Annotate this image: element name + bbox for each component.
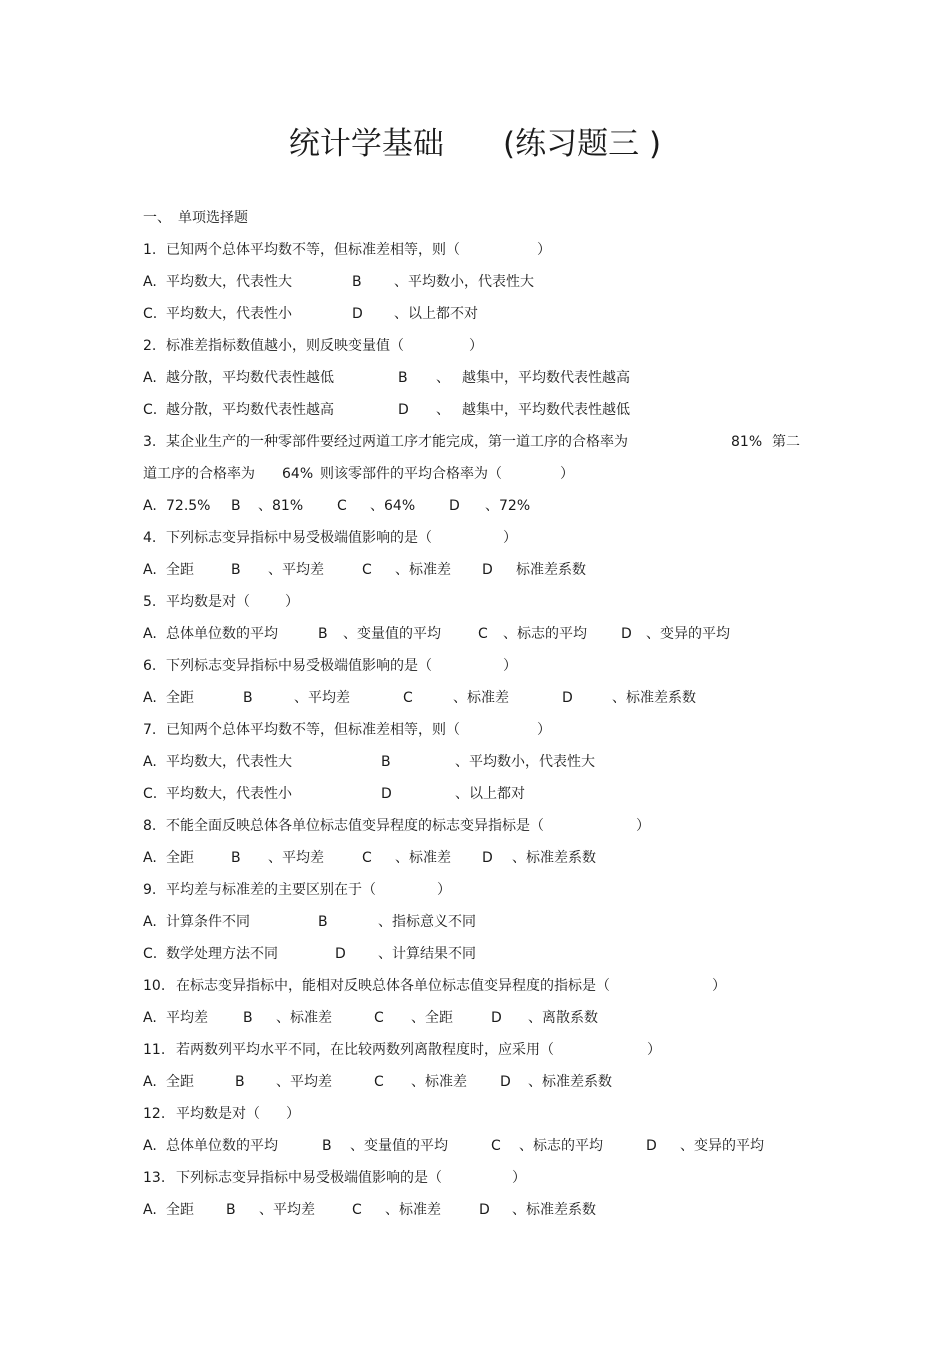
line-text: C — [362, 562, 372, 578]
line-text: B — [318, 626, 328, 642]
line-text: 、64% — [370, 498, 416, 514]
line-text: 计算条件不同 — [166, 914, 250, 930]
line-text: 、标准差系数 — [512, 850, 596, 866]
line-text: C — [362, 850, 372, 866]
line-text: 、平均差 — [268, 562, 324, 578]
line-text: C — [478, 626, 488, 642]
line-text: 已知两个总体平均数不等，但标准差相等，则（ — [166, 242, 460, 258]
line-text: B — [318, 914, 328, 930]
line-marker: C. — [143, 306, 158, 322]
line-text: 、标准差 — [453, 690, 509, 706]
line-marker: A. — [143, 274, 157, 290]
line-text: D — [449, 498, 460, 514]
line-marker: 4. — [143, 530, 157, 546]
line-text: 、指标意义不同 — [378, 914, 476, 930]
line-text: 全距 — [166, 1074, 194, 1090]
line-text: ） — [537, 242, 551, 258]
line-text: 、标准差 — [385, 1202, 441, 1218]
line-text: 平均数是对（ — [176, 1106, 260, 1122]
line-text: 72.5% — [166, 498, 211, 514]
line-text: 单项选择题 — [178, 210, 248, 226]
line-text: 、标准差系数 — [528, 1074, 612, 1090]
line-text: D — [621, 626, 632, 642]
line-text: 下列标志变异指标中易受极端值影响的是（ — [176, 1170, 442, 1186]
line-marker: A. — [143, 850, 157, 866]
line-text: 、标准差 — [395, 562, 451, 578]
line-text: 平均数大，代表性大 — [166, 754, 292, 770]
line-marker: A. — [143, 498, 157, 514]
line-text: D — [479, 1202, 490, 1218]
line-text: 、标准差系数 — [612, 690, 696, 706]
line-marker: 一、 — [143, 210, 171, 226]
line-text: ） — [469, 338, 483, 354]
line-text: D — [398, 402, 409, 418]
line-text: 平均差与标准差的主要区别在于（ — [166, 882, 376, 898]
line-text: 、 — [436, 402, 450, 418]
line-text: 、平均数小，代表性大 — [394, 274, 534, 290]
line-text: D — [646, 1138, 657, 1154]
line-marker: A. — [143, 690, 157, 706]
line-marker: 9. — [143, 882, 157, 898]
line-text: 、变异的平均 — [646, 626, 730, 642]
line-marker: 6. — [143, 658, 157, 674]
line-text: 、标志的平均 — [503, 626, 587, 642]
line-text: 全距 — [166, 850, 194, 866]
line-text: 则该零部件的平均合格率为（ — [320, 466, 502, 482]
line-text: 、平均差 — [259, 1202, 315, 1218]
line-text: 、变异的平均 — [680, 1138, 764, 1154]
line-text: ） — [647, 1042, 661, 1058]
line-text: 、变量值的平均 — [343, 626, 441, 642]
line-text: 不能全面反映总体各单位标志值变异程度的标志变异指标是（ — [166, 818, 544, 834]
line-text: D — [482, 562, 493, 578]
line-text: 、标准差 — [411, 1074, 467, 1090]
line-text: 某企业生产的一种零部件要经过两道工序才能完成，第一道工序的合格率为 — [166, 434, 628, 450]
line-text: B — [231, 498, 241, 514]
line-text: B — [381, 754, 391, 770]
line-text: 数学处理方法不同 — [166, 946, 278, 962]
line-text: 平均数大，代表性大 — [166, 274, 292, 290]
line-marker: A. — [143, 754, 157, 770]
line-text: 、81% — [258, 498, 304, 514]
line-text: ） — [537, 722, 551, 738]
line-text: ） — [503, 658, 517, 674]
line-text: 已知两个总体平均数不等，但标准差相等，则（ — [166, 722, 460, 738]
line-text: 64% — [282, 466, 314, 482]
line-marker: A. — [143, 1138, 157, 1154]
line-text: D — [562, 690, 573, 706]
line-text: ） — [560, 466, 574, 482]
line-text: B — [352, 274, 362, 290]
line-marker: C. — [143, 402, 158, 418]
line-text: C — [491, 1138, 501, 1154]
line-text: 平均数大，代表性小 — [166, 786, 292, 802]
line-text: 第二 — [772, 434, 800, 450]
line-marker: 3. — [143, 434, 157, 450]
line-marker: A. — [143, 626, 157, 642]
line-text: 、平均差 — [276, 1074, 332, 1090]
line-text: 标准差系数 — [516, 562, 586, 578]
line-text: 下列标志变异指标中易受极端值影响的是（ — [166, 658, 432, 674]
line-text: ） — [285, 594, 299, 610]
line-text: 、以上都对 — [455, 786, 525, 802]
line-text: B — [243, 690, 253, 706]
line-text: D — [491, 1010, 502, 1026]
line-marker: C. — [143, 946, 158, 962]
line-marker: A. — [143, 370, 157, 386]
line-text: 全距 — [166, 690, 194, 706]
line-text: 平均数大，代表性小 — [166, 306, 292, 322]
line-marker: 2. — [143, 338, 157, 354]
line-text: 越分散，平均数代表性越低 — [166, 370, 334, 386]
line-text: 、标准差 — [395, 850, 451, 866]
line-text: 、全距 — [411, 1010, 453, 1026]
line-text: ） — [503, 530, 517, 546]
line-text: C — [352, 1202, 362, 1218]
line-text: 若两数列平均水平不同，在比较两数列离散程度时，应采用（ — [176, 1042, 554, 1058]
line-text: 全距 — [166, 562, 194, 578]
line-text: 平均数是对（ — [166, 594, 250, 610]
line-marker: 8. — [143, 818, 157, 834]
line-marker: 11. — [143, 1042, 166, 1058]
line-marker: 13. — [143, 1170, 166, 1186]
line-text: 、变量值的平均 — [350, 1138, 448, 1154]
line-text: B — [231, 562, 241, 578]
line-marker: 12. — [143, 1106, 166, 1122]
line-text: D — [482, 850, 493, 866]
line-marker: A. — [143, 1202, 157, 1218]
line-text: 、标准差系数 — [512, 1202, 596, 1218]
line-text: 全距 — [166, 1202, 194, 1218]
line-text: ） — [712, 978, 726, 994]
document-title: 统计学基础 (练习题三 ) — [288, 126, 662, 162]
line-text: B — [398, 370, 408, 386]
line-text: 越集中，平均数代表性越低 — [462, 402, 630, 418]
line-marker: 1. — [143, 242, 157, 258]
line-text: C — [374, 1010, 384, 1026]
line-marker: A. — [143, 1074, 157, 1090]
line-text: C — [374, 1074, 384, 1090]
line-text: ） — [512, 1170, 526, 1186]
line-text: 、72% — [485, 498, 531, 514]
line-marker: A. — [143, 1010, 157, 1026]
line-text: D — [381, 786, 392, 802]
line-text: 平均差 — [166, 1010, 208, 1026]
line-text: ） — [286, 1106, 300, 1122]
line-marker: 5. — [143, 594, 157, 610]
line-text: B — [226, 1202, 236, 1218]
line-text: 、计算结果不同 — [378, 946, 476, 962]
line-text: D — [500, 1074, 511, 1090]
line-text: 、标志的平均 — [519, 1138, 603, 1154]
line-marker: 10. — [143, 978, 166, 994]
line-text: 、标准差 — [276, 1010, 332, 1026]
line-text: 81% — [731, 434, 763, 450]
line-marker: 7. — [143, 722, 157, 738]
line-text: B — [322, 1138, 332, 1154]
line-marker: 道工序的合格率为 — [143, 466, 255, 482]
line-text: ） — [636, 818, 650, 834]
line-text: 、平均差 — [294, 690, 350, 706]
line-marker: A. — [143, 562, 157, 578]
line-marker: C. — [143, 786, 158, 802]
line-text: 总体单位数的平均 — [166, 626, 278, 642]
line-text: C — [403, 690, 413, 706]
line-text: 在标志变异指标中，能相对反映总体各单位标志值变异程度的指标是（ — [176, 978, 610, 994]
line-text: 越集中，平均数代表性越高 — [462, 370, 630, 386]
line-text: 、离散系数 — [528, 1010, 598, 1026]
line-text: B — [235, 1074, 245, 1090]
line-text: B — [231, 850, 241, 866]
line-text: ） — [437, 882, 451, 898]
line-text: 下列标志变异指标中易受极端值影响的是（ — [166, 530, 432, 546]
line-text: 、平均数小，代表性大 — [455, 754, 595, 770]
line-text: 、 — [436, 370, 450, 386]
line-text: 越分散，平均数代表性越高 — [166, 402, 334, 418]
line-text: 、平均差 — [268, 850, 324, 866]
line-text: D — [352, 306, 363, 322]
line-text: 、以上都不对 — [394, 306, 478, 322]
line-text: C — [337, 498, 347, 514]
line-text: 总体单位数的平均 — [166, 1138, 278, 1154]
line-text: B — [243, 1010, 253, 1026]
line-text: 标准差指标数值越小，则反映变量值（ — [166, 338, 404, 354]
line-text: D — [335, 946, 346, 962]
line-marker: A. — [143, 914, 157, 930]
